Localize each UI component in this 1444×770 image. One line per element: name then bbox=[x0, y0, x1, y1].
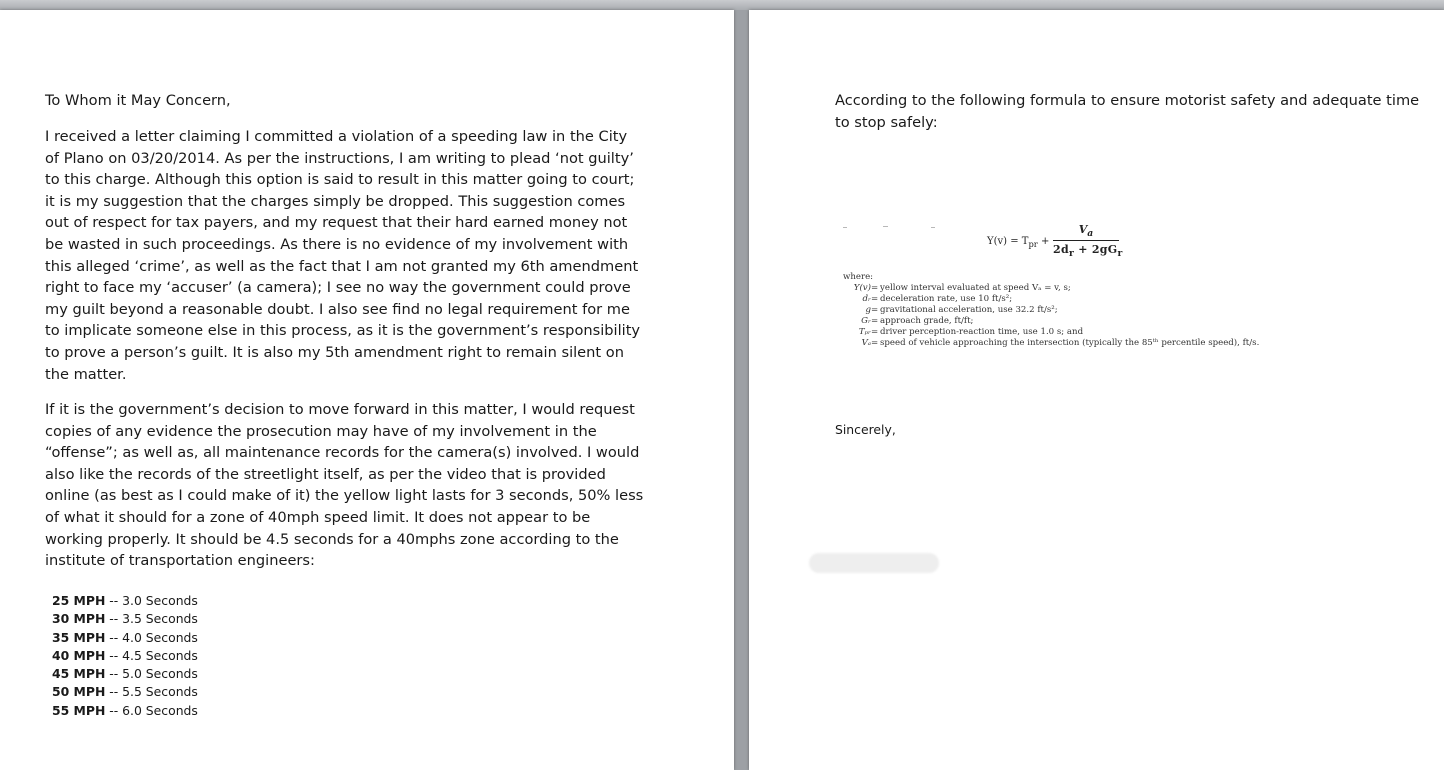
formula-intro-text: According to the following formula to ensure motorist safety and adequate time to stop safely: bbox=[835, 92, 1420, 131]
definition-row bbox=[841, 305, 1259, 316]
speed-table-row bbox=[52, 592, 198, 610]
definition-symbol: dᵣ bbox=[862, 294, 871, 304]
speed-table-row bbox=[52, 610, 198, 628]
speed-table-row bbox=[52, 629, 198, 647]
speed-value: 25 MPH bbox=[52, 593, 106, 608]
definition-text: speed of vehicle approaching the intersection (typically the 85ᵗʰ percentile speed), ft/s. bbox=[880, 338, 1260, 348]
definition-text: gravitational acceleration, use 32.2 ft/s²; bbox=[880, 305, 1058, 315]
scan-artifact bbox=[931, 227, 935, 228]
speed-table-row bbox=[52, 683, 198, 701]
formula-lhs: $Y(v) = T_{pr}$ + bbox=[987, 236, 1050, 249]
definition-equals: = bbox=[871, 316, 879, 326]
speed-value: 35 MPH bbox=[52, 629, 106, 645]
duration-value: -- 3.5 Seconds bbox=[105, 611, 198, 627]
definition-equals: = bbox=[871, 338, 879, 348]
definition-row bbox=[841, 316, 1259, 327]
definition-row bbox=[841, 283, 1259, 294]
definition-symbol: Gᵣ bbox=[861, 316, 871, 326]
definition-row bbox=[841, 338, 1259, 349]
speed-value: 55 MPH bbox=[52, 702, 106, 718]
definition-row bbox=[841, 294, 1259, 305]
definition-list bbox=[841, 283, 1259, 349]
formula-numerator: $V_a$ bbox=[1078, 223, 1094, 240]
definition-text: approach grade, ft/ft; bbox=[880, 316, 974, 326]
body-paragraph-2: If it is the government’s decision to move forward in this matter, I would request copies of any evidence the prosecution may have of my involvement in the “offense”; as well as, all maintenance records for the camera(s) involved. I would also like the records of the streetlight itself, as per the video that is provided online (as best as I could make of it) the yellow light lasts for 3 seconds, 50% less of what it should for a zone of 40mph speed limit. It does not appear to be working properly. It should be 4.5 seconds for a 40mphs zone according to the institute of transportation engineers: bbox=[45, 401, 644, 570]
definition-equals: = bbox=[871, 305, 879, 315]
speed-table-row bbox=[52, 702, 198, 720]
speed-table-row bbox=[52, 665, 198, 683]
definition-symbol: g bbox=[865, 305, 871, 315]
duration-value: -- 4.5 Seconds bbox=[105, 647, 198, 663]
definition-row bbox=[841, 327, 1259, 338]
duration-value: -- 5.0 Seconds bbox=[105, 666, 198, 682]
document-page-2[interactable] bbox=[749, 10, 1444, 770]
definition-text: driver perception-reaction time, use 1.0 s; and bbox=[880, 327, 1084, 337]
yellow-light-duration-table bbox=[52, 592, 198, 720]
duration-value: -- 6.0 Seconds bbox=[105, 702, 198, 718]
definition-symbol: Y(v) bbox=[853, 283, 871, 293]
duration-value: -- 4.0 Seconds bbox=[105, 629, 198, 645]
scan-artifact bbox=[883, 226, 888, 227]
closing-signoff: Sincerely, bbox=[835, 422, 896, 437]
where-label: where: bbox=[843, 272, 874, 282]
definition-text: yellow interval evaluated at speed Vₐ = v, s; bbox=[880, 283, 1071, 293]
definition-equals: = bbox=[871, 327, 879, 337]
speed-value: 45 MPH bbox=[52, 666, 106, 682]
redacted-signature bbox=[809, 553, 939, 573]
fraction-bar bbox=[1053, 240, 1119, 241]
speed-value: 30 MPH bbox=[52, 611, 106, 627]
formula-fraction bbox=[1053, 223, 1123, 260]
scan-artifact bbox=[843, 227, 847, 228]
duration-value: -- 3.0 Seconds bbox=[105, 593, 198, 608]
definition-symbol: Vₐ bbox=[861, 338, 871, 348]
definition-equals: = bbox=[871, 294, 879, 304]
document-page-1[interactable] bbox=[0, 10, 734, 770]
window-top-edge bbox=[0, 0, 1444, 10]
definition-text: deceleration rate, use 10 ft/s²; bbox=[880, 294, 1013, 304]
speed-table-row bbox=[52, 647, 198, 665]
speed-value: 50 MPH bbox=[52, 684, 106, 700]
definition-symbol: Tₚᵣ bbox=[858, 327, 871, 337]
formula-denominator: $2d_r + 2gG_r$ bbox=[1053, 243, 1123, 260]
duration-value: -- 5.5 Seconds bbox=[105, 684, 198, 700]
formula-definitions bbox=[841, 272, 1259, 349]
body-paragraph-1: I received a letter claiming I committed a violation of a speeding law in the City of Plano on 03/20/2014. As per the instructions, I am writing to plead ‘not guilty’ to this charge. Although this option is said to result in this matter going to court; it is my suggestion that the charges simply be dropped. This suggestion comes out of respect for tax payers, and my request that their hard earned money not be wasted in such proceedings. As there is no evidence of my involvement with this alleged ‘crime’, as well as the fact that I am not granted my 6th amendment right to face my ‘accuser’ (a camera); I see no way the government could prove my guilt beyond a reasonable doubt. I also see find no legal requirement for me to implicate someone else in this process, as it is the government’s responsibility to prove a person’s guilt. It is also my 5th amendment right to remain silent on the matter. bbox=[45, 128, 641, 383]
definition-equals: = bbox=[871, 283, 879, 293]
speed-value: 40 MPH bbox=[52, 647, 106, 663]
salutation: To Whom it May Concern, bbox=[45, 92, 231, 109]
